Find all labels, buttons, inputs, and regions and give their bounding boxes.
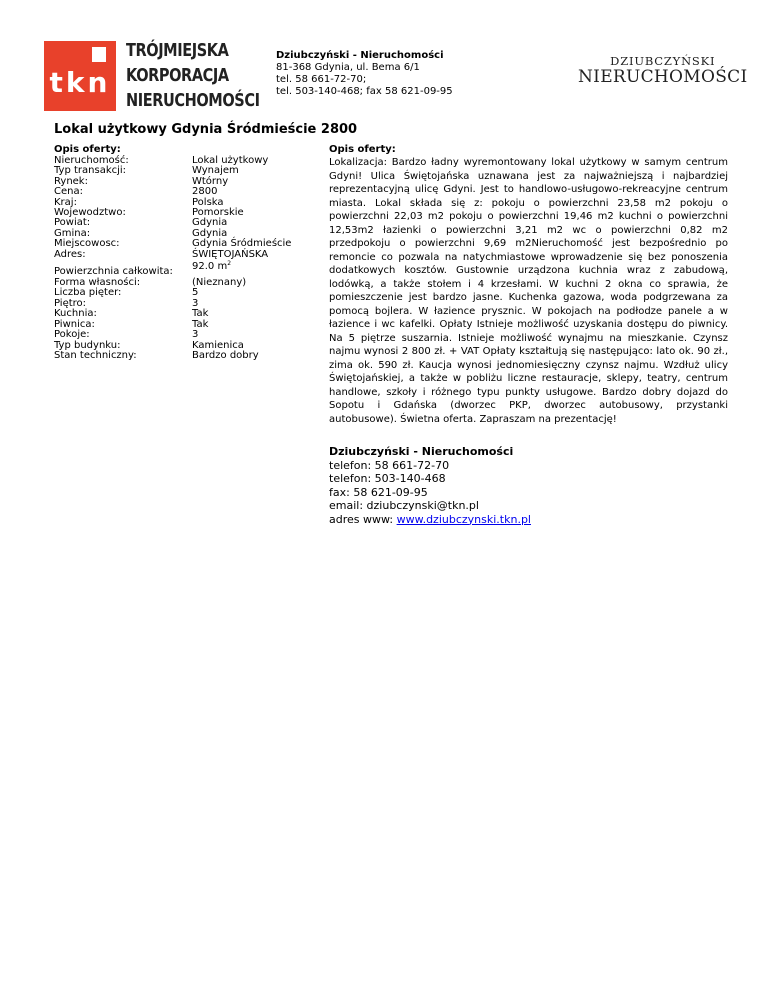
agency-address: 81-368 Gdynia, ul. Bema 6/1 bbox=[276, 62, 420, 73]
detail-value: Gdynia bbox=[192, 217, 228, 229]
detail-label: Liczba pięter: bbox=[54, 287, 122, 299]
logo-wordmark bbox=[126, 39, 266, 114]
contact-www bbox=[329, 513, 531, 527]
detail-label: Nieruchomość: bbox=[54, 155, 129, 166]
area-unit-superscript: 2 bbox=[227, 260, 232, 268]
description-heading: Opis oferty: bbox=[329, 144, 396, 155]
detail-label: Typ budynku: bbox=[54, 339, 121, 351]
contact-email: email: dziubczynski@tkn.pl bbox=[329, 499, 479, 512]
brand-line-2: NIERUCHOMOŚCI bbox=[578, 67, 748, 87]
detail-value: Bardzo dobry bbox=[192, 349, 259, 361]
detail-row bbox=[54, 330, 291, 340]
page-title: Lokal użytkowy Gdynia Śródmieście 2800 bbox=[54, 122, 358, 137]
detail-label: Typ transakcji: bbox=[54, 165, 127, 177]
detail-row bbox=[54, 166, 291, 176]
offer-description: Lokalizacja: Bardzo ładny wyremontowany lokal użytkowy w samym centrum Gdyni! Ulica Świętojańska uznawana jest za najważniejszą i najbardziej reprezentacyjną ulicę Gdyni. Jest to handlowo-usługowo-rekreacyjne centrum miasta. Lokal składa się z: pokoju o powierzchni 23,58 m2 pokoju o powierzchni 22,03 m2 pokoju o powierzchni 19,46 m2 kuchni o powierzchni 12,53m2 łazienki o powierzchni 3,21 m2 wc o powierzchni 0,82 m2 przedpokoju o powierzchni 9,69 m2Nieruchomość jest bezpośrednio po remoncie co pozwala na natychmiastowe wprowadzenie się bez ponoszenia dodatkowych kosztów. Gustownie urządzona kuchnia wraz z zabudową, lodówką, a także stołem i 4 krzesłami. W kuchni 2 okna co sprawia, że pomieszczenie jest bardzo jasne. Kuchenka gazowa, woda podgrzewana za pomocą bojlera. W łazience prysznic. W pokojach na podłodze panele a w łazience i wc kafelki. Opłaty Istnieje możliwość uzyskania dostępu do piwnicy. Na 5 piętrze suszarnia. Istnieje możliwość wynajmu na mieszkanie. Czynsz najmu wynosi 2 800 zł. + VAT Opłaty kształtują się następująco: lato ok. 90 zł., zima ok. 590 zł. Kaucja wynosi jednomiesięczny czynsz najmu. Wzdłuż ulicy Świętojańskiej, a także w pobliżu liczne restauracje, sklepy, teatry, centrum handlowe, szkoły i różnego typu punkty usługowe. Bardzo dobry dojazd do Sopotu i Gdańska (dworzec PKP, dworzec autobusowy, przystanki autobusowe). Świetna oferta. Zapraszam na prezentację! bbox=[329, 157, 728, 425]
detail-label: Kraj: bbox=[54, 196, 77, 208]
area-number: 92.0 m bbox=[192, 261, 228, 273]
contact-fax: fax: 58 621-09-95 bbox=[329, 485, 428, 499]
logo-line-1: TRÓJMIEJSKA bbox=[126, 41, 229, 61]
area-label: Powierzchnia całkowita: bbox=[54, 266, 173, 278]
detail-value: Wynajem bbox=[192, 165, 239, 177]
detail-label: Wojewodztwo: bbox=[54, 207, 126, 219]
agency-name: Dziubczyński - Nieruchomości bbox=[276, 50, 444, 61]
brand-logo bbox=[578, 54, 748, 87]
detail-label: Gmina: bbox=[54, 227, 91, 239]
detail-label: Rynek: bbox=[54, 175, 88, 187]
contact-name: Dziubczyński - Nieruchomości bbox=[329, 445, 514, 458]
detail-value: Gdynia Śródmieście bbox=[192, 238, 292, 250]
details-table bbox=[54, 156, 291, 361]
detail-row bbox=[54, 351, 291, 361]
agency-phone-1: tel. 58 661-72-70; bbox=[276, 74, 367, 85]
logo-line-3: NIERUCHOMOŚCI bbox=[126, 91, 260, 111]
detail-value: 2800 bbox=[192, 186, 218, 198]
contact-phone-1: telefon: 58 661-72-70 bbox=[329, 458, 450, 472]
detail-label: Adres: bbox=[54, 248, 86, 260]
logo-mark-text: tkn bbox=[49, 66, 111, 99]
detail-row bbox=[54, 187, 291, 197]
detail-label: Pokoje: bbox=[54, 329, 90, 341]
detail-label: Forma własności: bbox=[54, 277, 141, 289]
detail-value: (Nieznany) bbox=[192, 277, 247, 289]
detail-label: Powiat: bbox=[54, 217, 91, 229]
detail-label: Kuchnia: bbox=[54, 308, 97, 320]
tkn-logo-mark bbox=[44, 41, 116, 111]
website-link[interactable]: www.dziubczynski.tkn.pl bbox=[396, 512, 531, 526]
detail-value: Wtórny bbox=[192, 175, 229, 187]
detail-value: 3 bbox=[192, 297, 199, 309]
logo-square-icon bbox=[92, 47, 106, 62]
details-heading: Opis oferty: bbox=[54, 144, 121, 155]
detail-value: 3 bbox=[192, 329, 199, 341]
contact-phone-2: telefon: 503-140-468 bbox=[329, 472, 446, 485]
contact-www-label: adres www: bbox=[329, 512, 397, 526]
detail-row bbox=[54, 288, 291, 298]
detail-value: Lokal użytkowy bbox=[192, 155, 269, 166]
detail-value: Gdynia bbox=[192, 227, 228, 239]
detail-value: Tak bbox=[192, 318, 209, 330]
detail-label: Cena: bbox=[54, 186, 83, 198]
detail-value: Polska bbox=[192, 196, 224, 208]
detail-label: Stan techniczny: bbox=[54, 349, 137, 361]
area-value bbox=[192, 261, 231, 277]
agency-info bbox=[276, 50, 453, 98]
detail-row-area bbox=[54, 261, 291, 277]
detail-label: Piwnica: bbox=[54, 318, 95, 330]
logo-line-2: KORPORACJA bbox=[126, 66, 229, 86]
agency-phone-2: tel. 503-140-468; fax 58 621-09-95 bbox=[276, 86, 453, 97]
brand-line-1: DZIUBCZYŃSKI bbox=[610, 54, 716, 68]
detail-value: Tak bbox=[192, 308, 209, 320]
detail-row bbox=[54, 177, 291, 187]
contact-block bbox=[329, 445, 531, 526]
detail-row bbox=[54, 250, 291, 260]
detail-label: Miejscowosc: bbox=[54, 238, 120, 250]
detail-label: Piętro: bbox=[54, 297, 87, 309]
detail-value: Kamienica bbox=[192, 339, 244, 351]
detail-value: Pomorskie bbox=[192, 207, 244, 219]
detail-value: 5 bbox=[192, 287, 199, 299]
detail-value: ŚWIĘTOJAŃSKA bbox=[192, 248, 269, 260]
